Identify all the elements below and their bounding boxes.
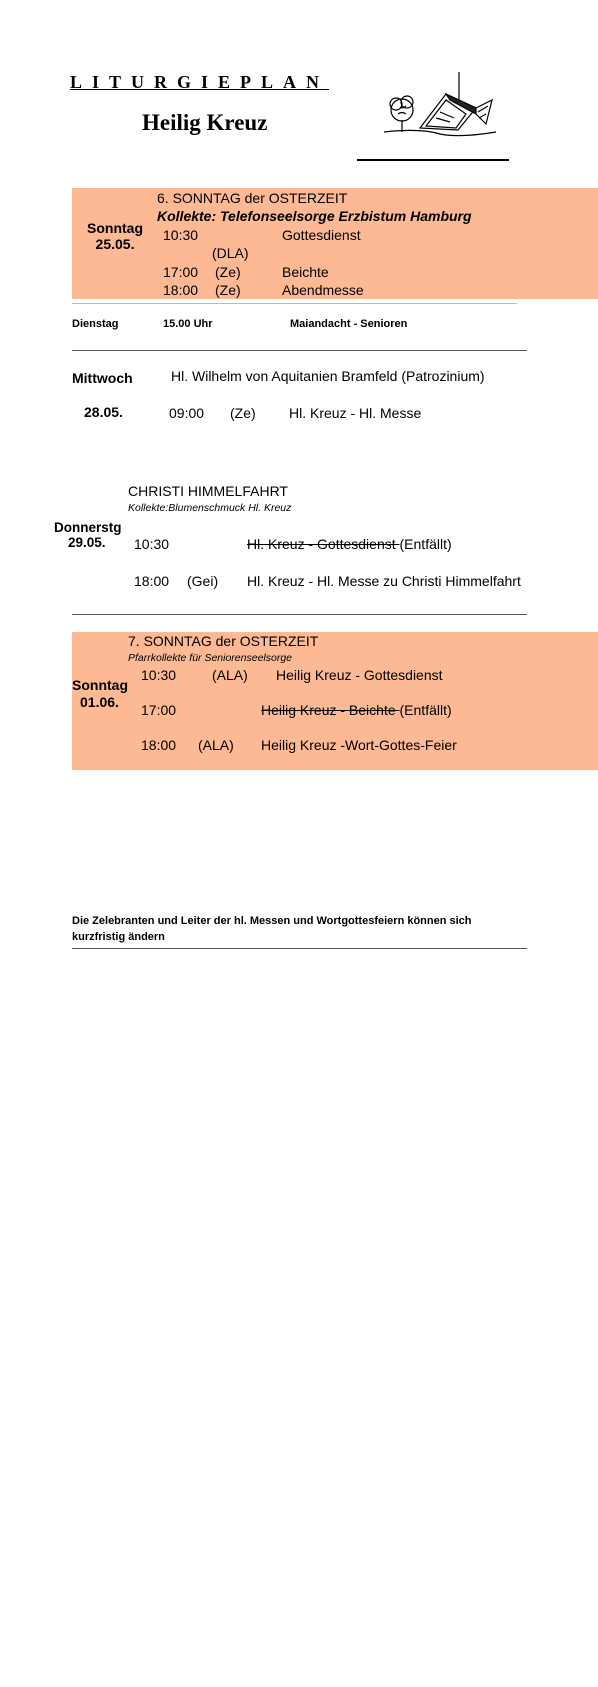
sunday-01-who-3: (ALA) [198,737,234,753]
sunday-01-day: Sonntag [72,677,128,693]
sunday-25-what-3: Abendmesse [282,282,364,298]
wednesday-what: Hl. Kreuz - Hl. Messe [289,405,422,421]
sunday-01-time-3: 18:00 [141,737,177,753]
sunday-01-who-1: (ALA) [212,667,248,683]
thursday-date: 29.05. [68,535,106,550]
thursday-who-2: (Gei) [187,573,219,589]
sunday-25-kollekte: Kollekte: Telefonseelsorge Erzbistum Hamburg [157,208,472,224]
wednesday-who: (Ze) [230,405,256,421]
sunday-01-date: 01.06. [80,694,119,710]
thursday-what-2: Hl. Kreuz - Hl. Messe zu Christi Himmelfahrt [247,573,521,589]
sunday-25-what-2: Beichte [282,264,329,280]
footer-note-line-2: kurzfristig ändern [72,931,165,943]
sunday-25-day: Sonntag [87,220,143,236]
tuesday-time: 15.00 Uhr [163,318,213,330]
thursday-day: Donnerstg [54,520,122,535]
parish-name: Heilig Kreuz [142,110,268,135]
wednesday-day: Mittwoch [72,370,133,386]
thursday-heading: CHRISTI HIMMELFAHRT [128,483,288,499]
sunday-01-what-1: Heilig Kreuz - Gottesdienst [276,667,443,683]
divider [72,350,527,351]
wednesday-date: 28.05. [84,404,123,420]
divider [72,614,527,615]
divider [72,303,517,304]
sunday-25-time-1: 10:30 [163,227,199,243]
tuesday-what: Maiandacht - Senioren [290,318,408,330]
thursday-kollekte: Kollekte:Blumenschmuck Hl. Kreuz [128,502,292,514]
wednesday-time: 09:00 [169,405,205,421]
sunday-25-what-1: Gottesdienst [282,227,361,243]
sunday-01-what-3: Heilig Kreuz -Wort-Gottes-Feier [261,737,457,753]
church-logo [380,70,500,140]
thursday-cancelled-note: (Entfällt) [399,536,452,552]
thursday-time-2: 18:00 [134,573,170,589]
sunday-01-cancelled-service: Heilig Kreuz - Beichte [261,702,400,718]
sunday-25-time-3: 18:00 [163,282,199,298]
thursday-time-1: 10:30 [134,536,170,552]
sunday-01-kollekte: Pfarrkollekte für Seniorenseelsorge [128,652,293,664]
wednesday-heading: Hl. Wilhelm von Aquitanien Bramfeld (Patrozinium) [171,368,485,384]
page-title: LITURGIEPLAN [70,72,330,92]
sunday-01-cancelled-note: (Entfällt) [399,702,452,718]
divider [72,948,527,949]
sunday-25-heading: 6. SONNTAG der OSTERZEIT [157,190,348,206]
tuesday-day: Dienstag [72,318,119,330]
thursday-cancelled-service: Hl. Kreuz - Gottesdienst [247,536,400,552]
sunday-01-time-1: 10:30 [141,667,177,683]
footer-note-line-1: Die Zelebranten und Leiter der hl. Messen und Wortgottesfeiern können sich [72,915,472,927]
sunday-01-time-2: 17:00 [141,702,177,718]
logo-underline [357,159,509,161]
sunday-25-who-3: (Ze) [215,282,241,298]
sunday-25-date: 25.05. [95,236,135,252]
sunday-25-who-2: (Ze) [215,264,241,280]
sunday-25-time-2: 17:00 [163,264,199,280]
sunday-01-heading: 7. SONNTAG der OSTERZEIT [128,633,319,649]
sunday-25-who-1: (DLA) [212,245,249,261]
